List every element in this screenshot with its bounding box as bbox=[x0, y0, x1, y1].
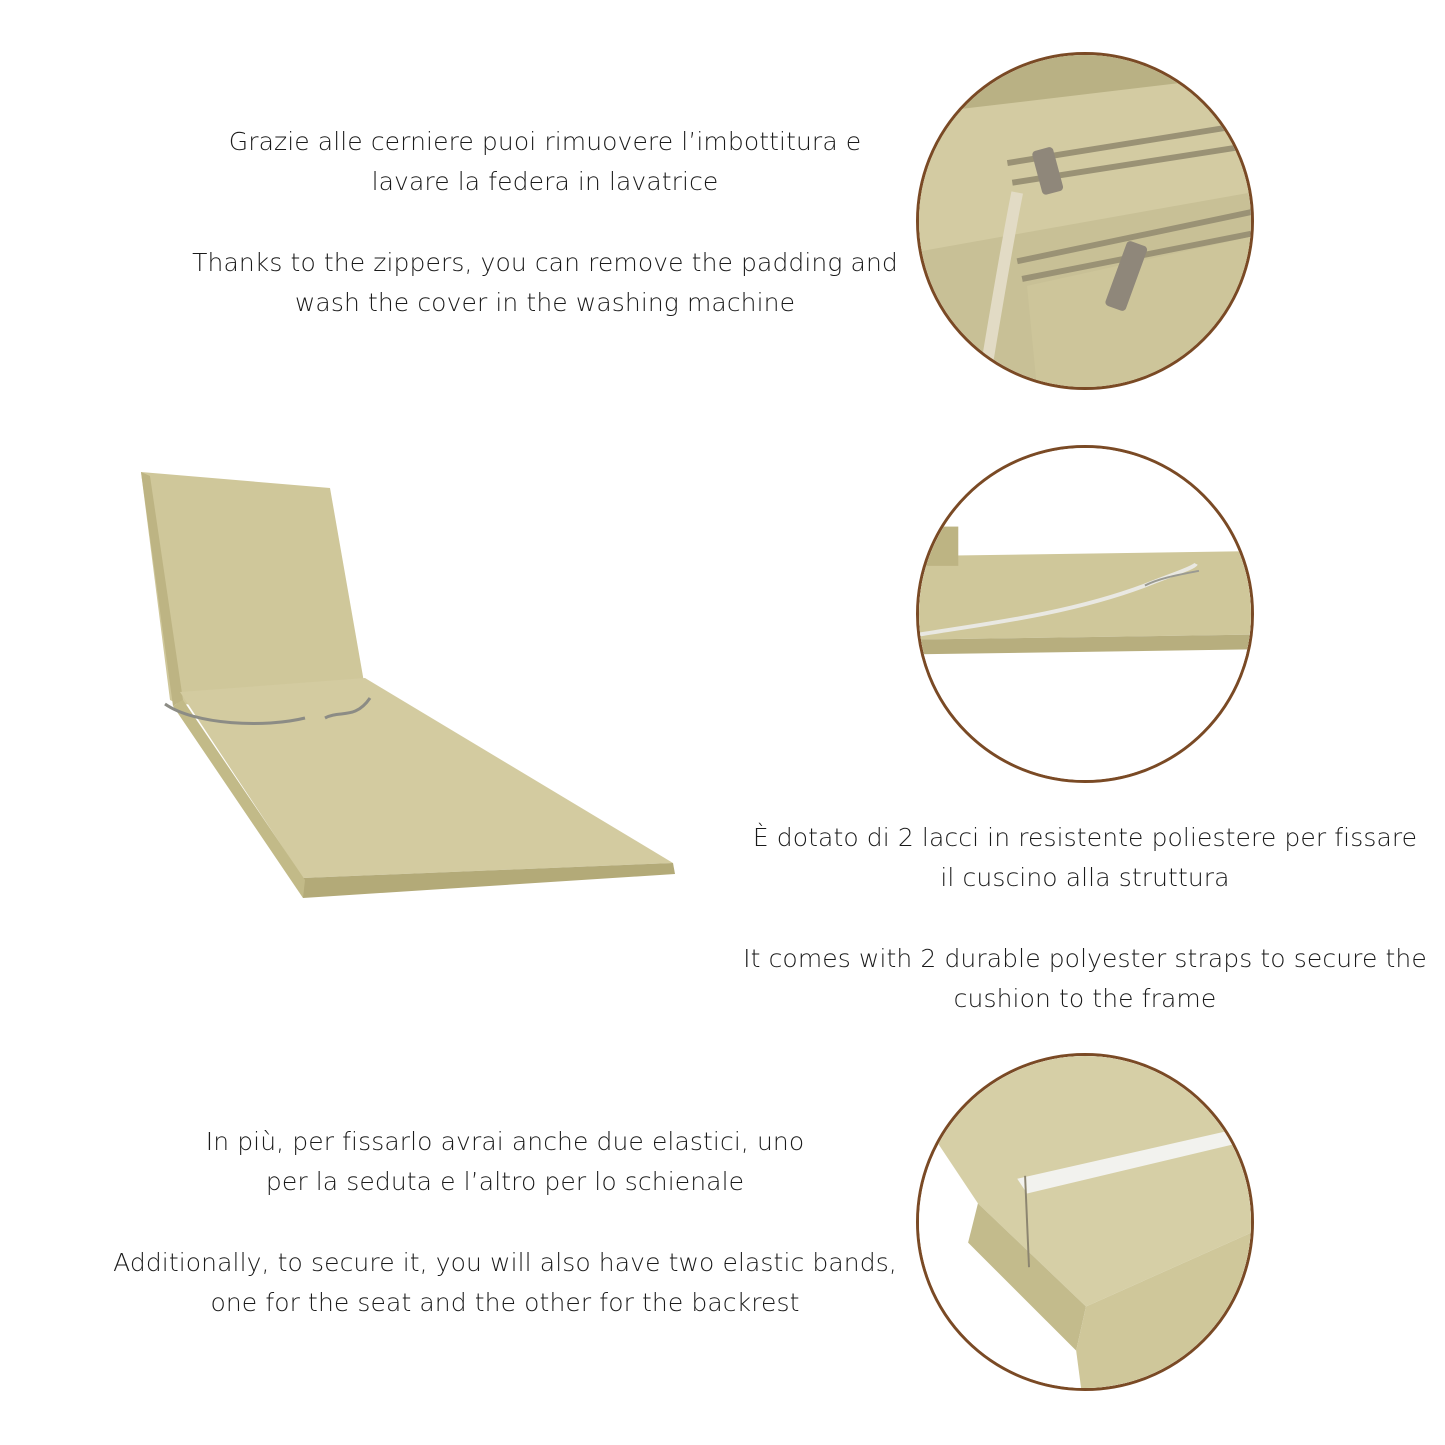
straps-text-en-line-1: It comes with 2 durable polyester straps to secure the bbox=[743, 944, 1427, 973]
elastic-text-en-line-2: one for the seat and the other for the backrest bbox=[210, 1288, 800, 1317]
zipper-description bbox=[180, 122, 910, 323]
elastic-text-it-line-2: per la seduta e l’altro per lo schienale bbox=[265, 1167, 745, 1196]
straps-description bbox=[720, 818, 1445, 1019]
straps-text-it-line-2: il cuscino alla struttura bbox=[940, 863, 1230, 892]
elastic-band-closeup-image bbox=[916, 1053, 1254, 1391]
zipper-text-it-line-1: Grazie alle cerniere puoi rimuovere l’imbottitura e bbox=[228, 127, 862, 156]
elastic-text-it-line-1: In più, per fissarlo avrai anche due elastici, uno bbox=[205, 1127, 805, 1156]
straps-text-it-line-1: È dotato di 2 lacci in resistente poliestere per fissare bbox=[752, 823, 1418, 852]
cushion-seat bbox=[180, 678, 673, 878]
zipper-text-it-line-2: lavare la federa in lavatrice bbox=[371, 167, 719, 196]
sunlounger-cushion-image bbox=[125, 460, 695, 990]
zipper-text-en-line-2: wash the cover in the washing machine bbox=[294, 288, 796, 317]
elastic-text-en-line-1: Additionally, to secure it, you will also have two elastic bands, bbox=[113, 1248, 897, 1277]
zipper-closeup-image bbox=[916, 52, 1254, 390]
tie-strap-closeup-image bbox=[916, 445, 1254, 783]
elastic-description bbox=[100, 1122, 910, 1323]
straps-text-en-line-2: cushion to the frame bbox=[953, 984, 1217, 1013]
zipper-text-en-line-1: Thanks to the zippers, you can remove the padding and bbox=[192, 248, 898, 277]
